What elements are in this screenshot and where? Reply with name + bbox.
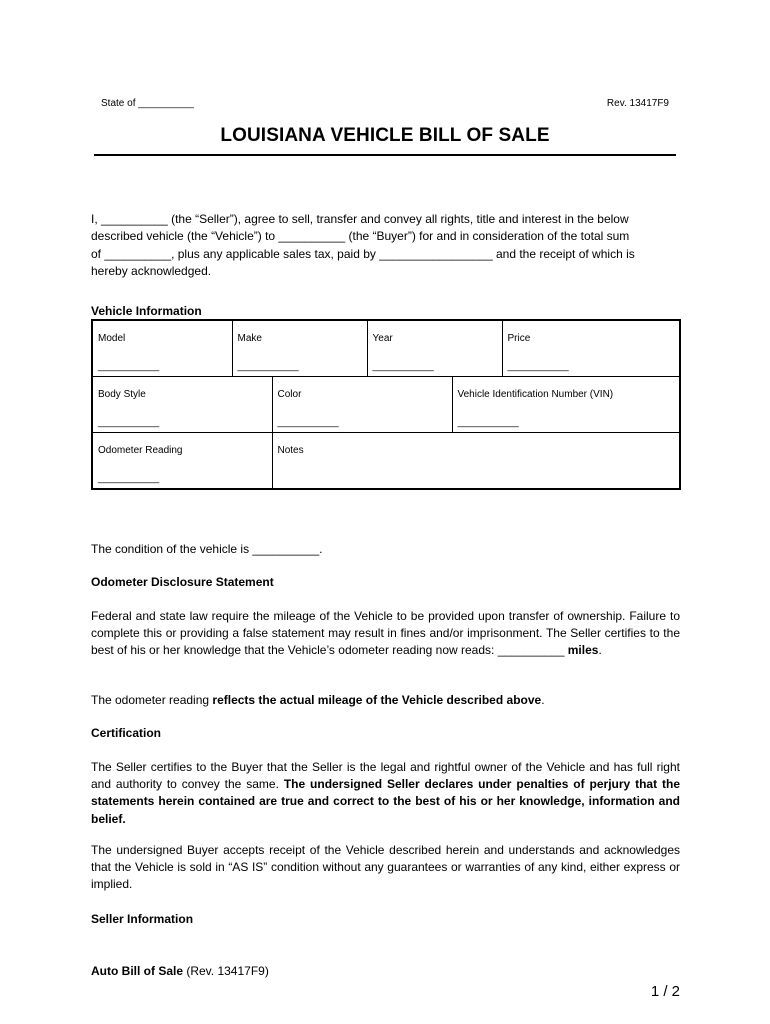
model-value: ___________ [98, 361, 160, 372]
condition-statement: The condition of the vehicle is __________. [91, 542, 323, 556]
make-value: ___________ [237, 361, 299, 372]
body-style-label: Body Style [98, 389, 146, 400]
table-row [92, 320, 680, 377]
intro-line: described vehicle (the “Vehicle”) to __________ (the “Buyer”) for and in consideration of the total sum [91, 229, 630, 244]
certification-declaration: The undersigned Seller declares under penalties of perjury that the statements herein contained are true and correct to the best of his or her knowledge, information and belief. [91, 777, 680, 826]
seller-information-heading: Seller Information [91, 912, 194, 926]
footer-doc-rev: (Rev. 13417F9) [183, 964, 269, 978]
year-label: Year [372, 333, 393, 344]
footer-doc-title: Auto Bill of Sale [91, 964, 184, 978]
state-of-field: State of __________ [101, 98, 194, 109]
odometer-reading-bold: reflects the actual mileage of the Vehicle described above [212, 693, 542, 707]
odometer-disclosure-heading: Odometer Disclosure Statement [91, 575, 274, 589]
notes-cell[interactable] [272, 433, 680, 490]
make-cell[interactable] [232, 320, 367, 377]
price-label: Price [507, 333, 531, 344]
page-number: 1 / 2 [650, 983, 680, 1000]
body-style-value: ___________ [98, 417, 160, 428]
title-divider [94, 154, 676, 156]
odometer-reading-suffix: . [541, 693, 545, 707]
table-row [92, 433, 680, 490]
certification-body: The Seller certifies to the Buyer that the Seller is the legal and rightful owner of the Vehicle and has full right and authority to convey the same. [91, 760, 680, 792]
vin-value: ___________ [457, 417, 519, 428]
body-style-cell[interactable] [92, 377, 272, 433]
vin-cell[interactable] [452, 377, 680, 433]
vehicle-information-table [91, 319, 681, 490]
vehicle-information-heading: Vehicle Information [91, 304, 202, 318]
year-value: ___________ [372, 361, 434, 372]
certification-text [91, 759, 680, 828]
odometer-reading-value: ___________ [98, 473, 160, 484]
make-label: Make [237, 333, 262, 344]
footer-document-name [91, 964, 269, 978]
odometer-reading-cell[interactable] [92, 433, 272, 490]
year-cell[interactable] [367, 320, 502, 377]
model-cell[interactable] [92, 320, 232, 377]
notes-label: Notes [277, 445, 304, 456]
period: . [598, 643, 602, 658]
intro-line: hereby acknowledged. [91, 264, 212, 279]
document-title: LOUISIANA VEHICLE BILL OF SALE [220, 125, 550, 146]
revision-label: Rev. 13417F9 [606, 98, 669, 109]
odometer-reading-prefix: The odometer reading [91, 693, 213, 707]
color-value: ___________ [277, 417, 339, 428]
certification-heading: Certification [91, 726, 162, 740]
odometer-disclosure-body: Federal and state law require the mileage of the Vehicle to be provided upon transfer of ownership. Failure to complete this or providing a false statement may result in fines and/or imprisonment. The Seller certifies to the best of his or her knowledge that the Vehicle’s odometer reading now reads: __________ [91, 609, 680, 658]
buyer-acceptance-text: The undersigned Buyer accepts receipt of the Vehicle described herein and understands and acknowledges that the Vehicle is sold in “AS IS” condition without any guarantees or warranties of any kind, either express or implied. [91, 843, 680, 892]
color-cell[interactable] [272, 377, 452, 433]
intro-line: I, __________ (the “Seller”), agree to sell, transfer and convey all rights, title and interest in the below [91, 212, 629, 226]
odometer-reading-statement [91, 692, 680, 709]
model-label: Model [98, 333, 126, 344]
intro-paragraph [91, 211, 671, 281]
price-cell[interactable] [502, 320, 680, 377]
miles-label: miles [567, 643, 599, 658]
price-value: ___________ [507, 361, 569, 372]
color-label: Color [277, 389, 302, 400]
odometer-disclosure-text [91, 608, 680, 660]
intro-line: of __________, plus any applicable sales tax, paid by _________________ and the receipt of which is [91, 246, 635, 261]
odometer-reading-label: Odometer Reading [98, 445, 183, 456]
vin-label: Vehicle Identification Number (VIN) [457, 389, 614, 400]
table-row [92, 377, 680, 433]
